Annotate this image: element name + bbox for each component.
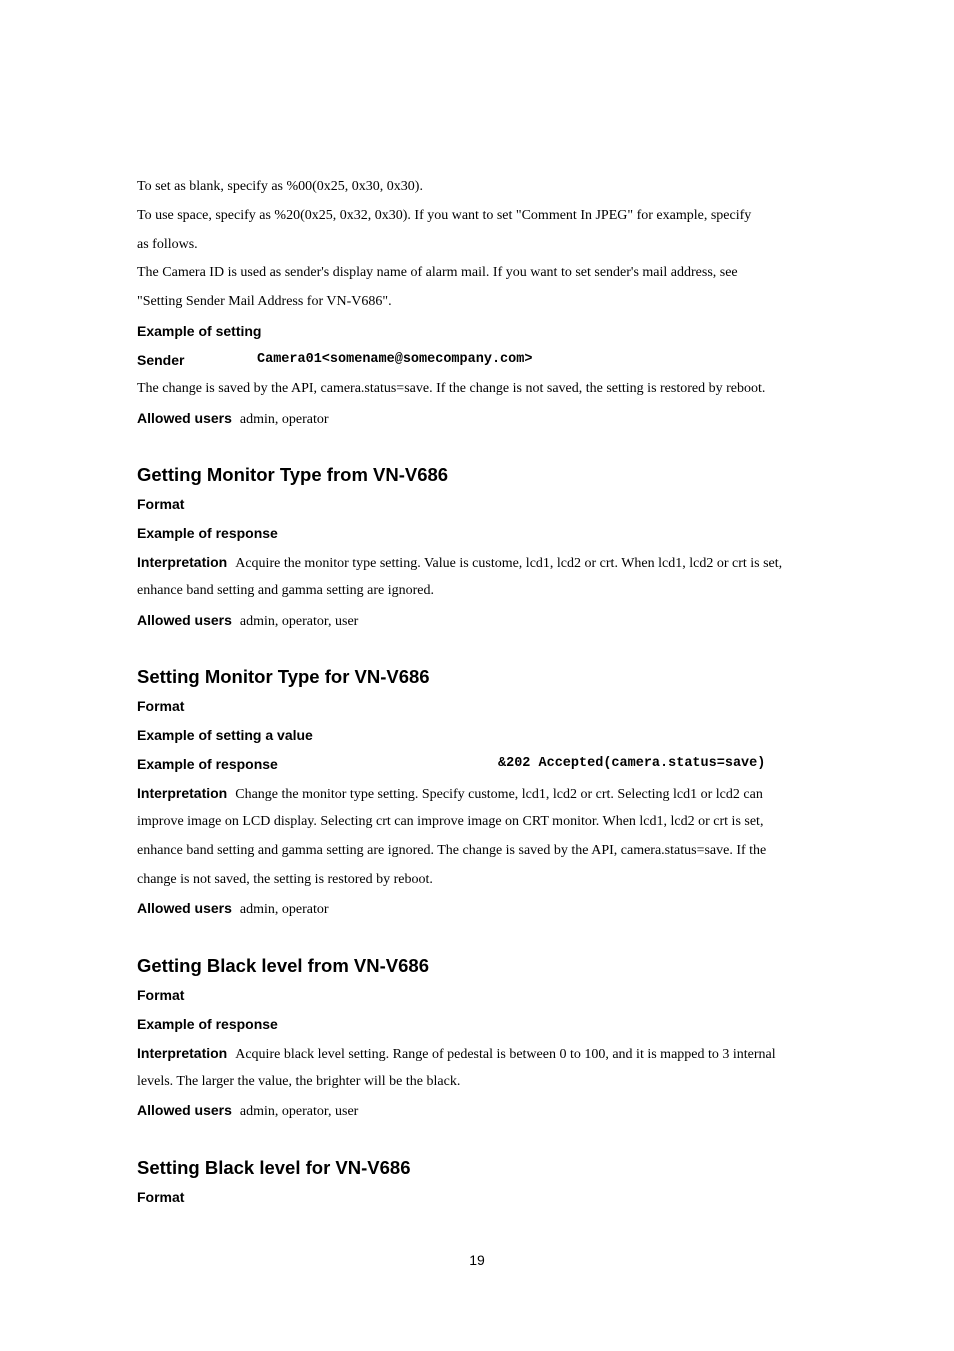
example-response-value: &202 Accepted(camera.status=save): [498, 756, 766, 771]
example-setting-heading: Example of setting: [137, 323, 262, 339]
section-title-set-black-level: Setting Black level for VN-V686: [137, 1157, 411, 1178]
allowed-users-row: [137, 410, 329, 428]
allowed-users-label: Allowed users: [137, 900, 232, 916]
interpretation-label: Interpretation: [137, 1045, 228, 1061]
allowed-users-label: Allowed users: [137, 612, 232, 628]
interpretation-text: Change the monitor type setting. Specify custome, lcd1, lcd2 or crt. Selecting lcd1 or lcd2 can: [235, 787, 763, 802]
interpretation-text: improve image on LCD display. Selecting crt can improve image on CRT monitor. When lcd1, lcd2 or crt is set,: [137, 814, 764, 829]
format-label: Format: [137, 1189, 185, 1205]
sender-value: Camera01<somename@somecompany.com>: [257, 352, 533, 367]
page-number: 19: [469, 1252, 485, 1268]
save-note: The change is saved by the API, camera.status=save. If the change is not saved, the setting is restored by reboot.: [137, 381, 766, 396]
allowed-users-value: admin, operator, user: [239, 614, 359, 629]
allowed-users-row: [137, 900, 329, 918]
allowed-users-value: admin, operator: [239, 902, 329, 917]
interpretation-text: Acquire black level setting. Range of pedestal is between 0 to 100, and it is mapped to 3 internal: [235, 1047, 776, 1062]
sender-label: Sender: [137, 352, 185, 368]
interpretation-label: Interpretation: [137, 554, 228, 570]
allowed-users-row: [137, 1102, 358, 1120]
allowed-users-value: admin, operator: [239, 412, 329, 427]
intro-line-camera-id: The Camera ID is used as sender's display name of alarm mail. If you want to set sender's mail address, see: [137, 265, 738, 280]
allowed-users-label: Allowed users: [137, 410, 232, 426]
format-label: Format: [137, 987, 185, 1003]
interpretation-row: [137, 785, 763, 803]
allowed-users-row: [137, 612, 358, 630]
intro-line-reference: "Setting Sender Mail Address for VN-V686".: [137, 294, 392, 309]
interpretation-text: enhance band setting and gamma setting are ignored. The change is saved by the API, camera.status=save. If the: [137, 843, 767, 858]
interpretation-text: levels. The larger the value, the brighter will be the black.: [137, 1074, 461, 1089]
intro-line-follows: as follows.: [137, 237, 198, 252]
section-title-get-monitor-type: Getting Monitor Type from VN-V686: [137, 464, 449, 485]
example-response-label: Example of response: [137, 525, 278, 541]
interpretation-label: Interpretation: [137, 785, 228, 801]
example-setting-label: Example of setting a value: [137, 727, 313, 743]
format-label: Format: [137, 496, 185, 512]
interpretation-row: [137, 1045, 776, 1063]
interpretation-text: Acquire the monitor type setting. Value is custome, lcd1, lcd2 or crt. When lcd1, lcd2 or crt is set,: [235, 556, 783, 571]
section-title-set-monitor-type: Setting Monitor Type for VN-V686: [137, 666, 430, 687]
allowed-users-value: admin, operator, user: [239, 1104, 359, 1119]
intro-line-space: To use space, specify as %20(0x25, 0x32, 0x30). If you want to set "Comment In JPEG" for example, specify: [137, 208, 752, 223]
format-label: Format: [137, 698, 185, 714]
example-response-label: Example of response: [137, 1016, 278, 1032]
interpretation-text: enhance band setting and gamma setting are ignored.: [137, 583, 435, 598]
interpretation-row: [137, 554, 782, 572]
example-response-label: Example of response: [137, 756, 278, 772]
example-response-row: [137, 756, 766, 774]
sender-example: [137, 352, 533, 370]
intro-line-blank: To set as blank, specify as %00(0x25, 0x30, 0x30).: [137, 179, 423, 194]
allowed-users-label: Allowed users: [137, 1102, 232, 1118]
section-title-get-black-level: Getting Black level from VN-V686: [137, 955, 429, 976]
interpretation-text: change is not saved, the setting is restored by reboot.: [137, 872, 433, 887]
